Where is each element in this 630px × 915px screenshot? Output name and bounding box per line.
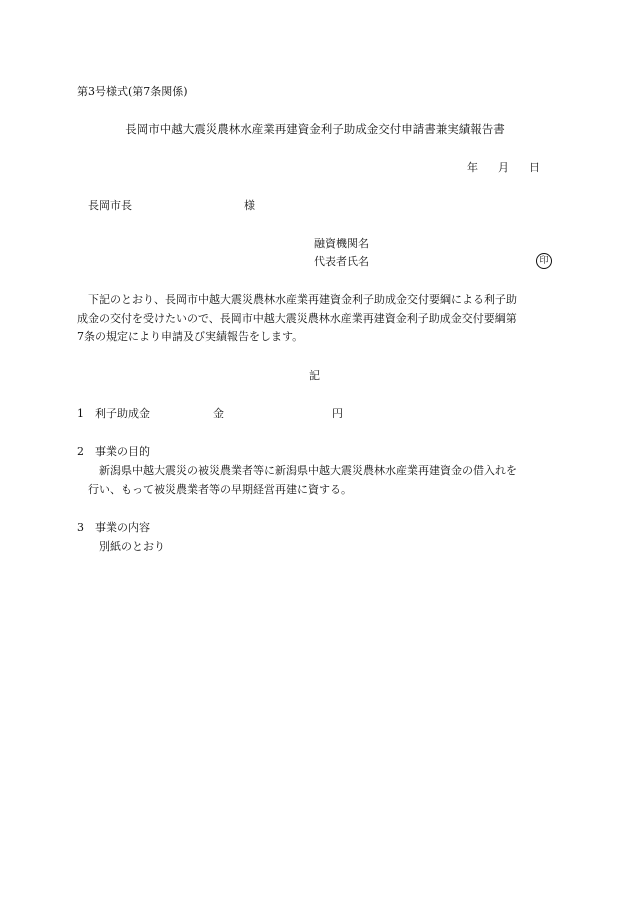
item-3-line-1: 別紙のとおり <box>99 540 165 553</box>
item-2-heading <box>77 446 150 457</box>
date-year: 年 <box>467 161 478 174</box>
date-line <box>467 162 540 173</box>
ki-heading: 記 <box>309 369 320 382</box>
body-line-1: 下記のとおり、長岡市中越大震災農林水産業再建資金利子助成金交付要綱による利子助 <box>88 293 517 306</box>
item-1-number: 1 <box>77 407 84 420</box>
item-3-label: 事業の内容 <box>95 521 150 534</box>
item-2-label: 事業の目的 <box>95 445 150 458</box>
item-2-line-2: 行い、もって被災農業者等の早期経営再建に資する。 <box>88 483 352 496</box>
item-3-number: 3 <box>77 521 84 534</box>
addressee-honorific: 様 <box>244 199 255 212</box>
document-title: 長岡市中越大震災農林水産業再建資金利子助成金交付申請書兼実績報告書 <box>125 122 505 136</box>
item-1-label: 利子助成金 <box>95 407 150 420</box>
body-line-2: 成金の交付を受けたいので、長岡市中越大震災農林水産業再建資金利子助成金交付要綱第 <box>77 312 517 325</box>
addressee-name: 長岡市長 <box>88 199 132 212</box>
addressee <box>88 200 255 211</box>
item-1-unit: 円 <box>332 407 343 420</box>
date-month: 月 <box>498 161 509 174</box>
date-day: 日 <box>529 161 540 174</box>
seal-mark: 印 <box>536 253 552 269</box>
representative-label: 代表者氏名 <box>314 255 369 268</box>
item-3-heading <box>77 522 150 533</box>
body-line-3: 7条の規定により申請及び実績報告をします。 <box>77 330 304 343</box>
item-2-line-1: 新潟県中越大震災の被災農業者等に新潟県中越大震災農林水産業再建資金の借入れを <box>99 464 517 477</box>
item-2-number: 2 <box>77 445 84 458</box>
item-1 <box>77 407 343 420</box>
institution-label: 融資機関名 <box>314 237 369 250</box>
item-1-amount-prefix: 金 <box>213 407 224 420</box>
form-number: 第3号様式(第7条関係) <box>77 85 188 98</box>
